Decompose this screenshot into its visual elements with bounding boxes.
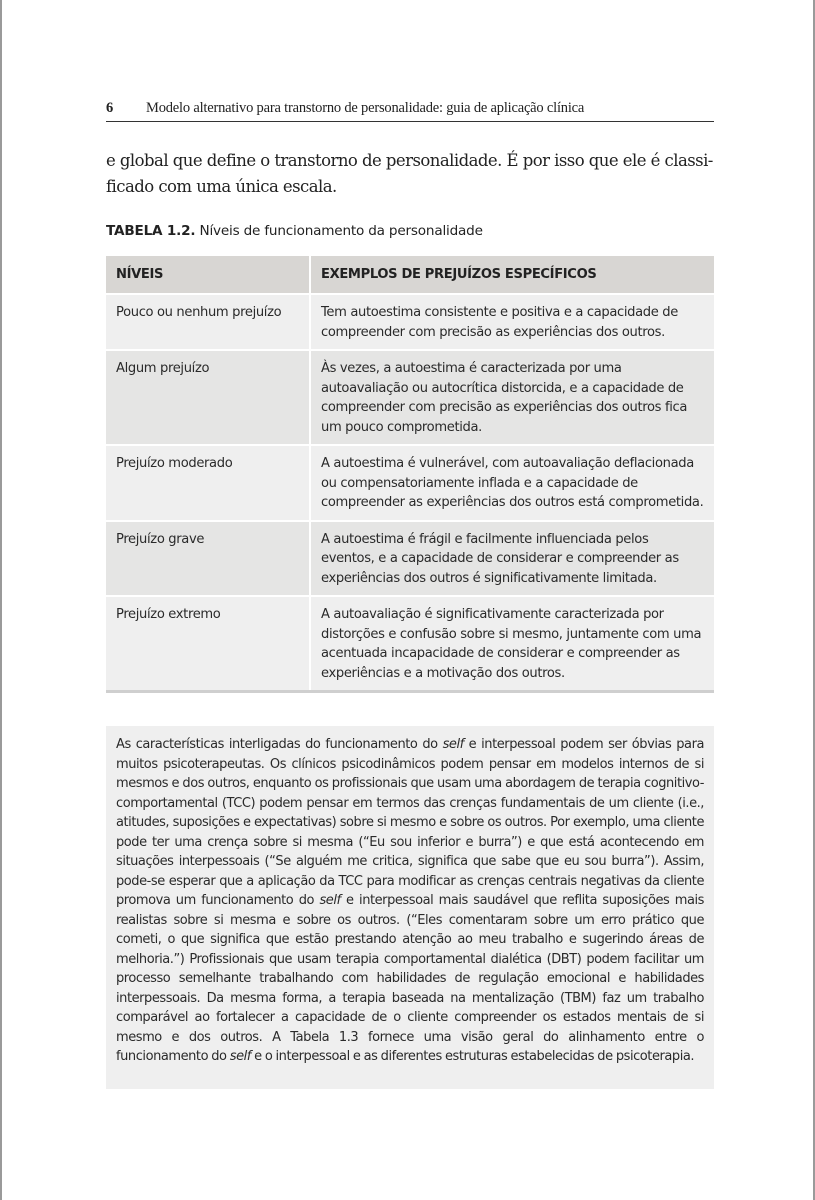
level-cell: Algum prejuízo [106,350,310,445]
table-caption-text: Níveis de funcionamento da personalidade [195,223,483,239]
example-cell: A autoestima é frágil e facilmente influenciada pelos eventos, e a capacidade de considerar e compreender as experiências dos outros é significativamente limitada. [310,521,714,597]
header-examples: EXEMPLOS DE PREJUÍZOS ESPECÍFICOS [310,256,714,294]
level-cell: Prejuízo moderado [106,445,310,521]
example-cell: A autoavaliação é significativamente caracterizada por distorções e confusão sobre si mesmo, juntamente com uma acentuada incapacidade de considerar e compreender as experiências e a motivação dos outros. [310,596,714,692]
level-cell: Pouco ou nenhum prejuízo [106,294,310,350]
example-cell: Tem autoestima consistente e positiva e a capacidade de compreender com precisão as experiências dos outros. [310,294,714,350]
box-text: e o interpessoal e as diferentes estruturas estabelecidas de psicoterapia. [250,1049,695,1064]
box-text: e interpessoal mais saudável que reflita suposições mais realistas sobre si mesma e sobre os outros. (“Eles comentaram sobre um erro prático que cometi, o que significa que estão prestando atenção ao meu trabalho e sugerindo áreas de melhoria.”) Profissionais que usam terapia comportamental dialética (DBT) podem facilitar um processo semelhante trabalhando com habilidades de regulação emocional e habilidades interpessoais. Da mesma forma, a terapia baseada na mentalização (TBM) faz um trabalho comparável ao fortalecer a capacidade de o cliente compreender os estados mentais de si mesmo e dos outros. A Tabela 1.3 fornece uma visão geral do alinhamento entre o funcionamento do [116,893,704,1064]
table-row [106,445,714,521]
table-row [106,596,714,692]
box-text-italic-self: self [442,737,464,752]
level-cell: Prejuízo extremo [106,596,310,692]
box-text: e interpessoal podem ser óbvias para muitos psicoterapeutas. Os clínicos psicodinâmicos podem pensar em modelos internos de si mesmos e dos outros, enquanto os profissionais que usam uma abordagem de terapia cognitivo-comportamental (TCC) podem pensar em termos das crenças fundamentais de um cliente (i.e., atitudes, suposições e expectativas) sobre si mesmo e sobre os outros. Por exemplo, uma cliente pode ter uma crença sobre si mesma (“Eu sou inferior e burra”) e que está acontecendo em situações interpessoais (“Se alguém me critica, significa que sabe que eu sou burra”). Assim, pode-se esperar que a aplicação da TCC para modificar as crenças centrais negativas da cliente promova um funcionamento do [116,737,704,908]
page-edge-left [0,0,2,1200]
page-number: 6 [106,100,114,116]
box-text-italic-self: self [229,1049,251,1064]
box-text-italic-self: self [319,893,341,908]
table-row [106,294,714,350]
table-row [106,350,714,445]
table-caption-label: TABELA 1.2. [106,223,196,239]
table-header-row [106,256,714,294]
box-text: As características interligadas do funcionamento do [116,737,443,752]
running-head [106,97,714,122]
personality-levels-table [106,256,714,693]
sidebar-box [106,726,714,1089]
table-row [106,521,714,597]
example-cell: A autoestima é vulnerável, com autoavaliação deflacionada ou compensatoriamente inflada e a capacidade de compreender as experiências dos outros está comprometida. [310,445,714,521]
example-cell: Às vezes, a autoestima é caracterizada por uma autoavaliação ou autocrítica distorcida, e a capacidade de compreender com precisão as experiências dos outros fica um pouco comprometida. [310,350,714,445]
header-levels: NÍVEIS [106,256,310,294]
running-head-title: Modelo alternativo para transtorno de personalidade: guia de aplicação clínica [146,100,585,116]
table-caption [106,223,716,239]
level-cell: Prejuízo grave [106,521,310,597]
lead-paragraph: e global que define o transtorno de personalidade. É por isso que ele é classi-ficado com uma única escala. [106,151,713,196]
